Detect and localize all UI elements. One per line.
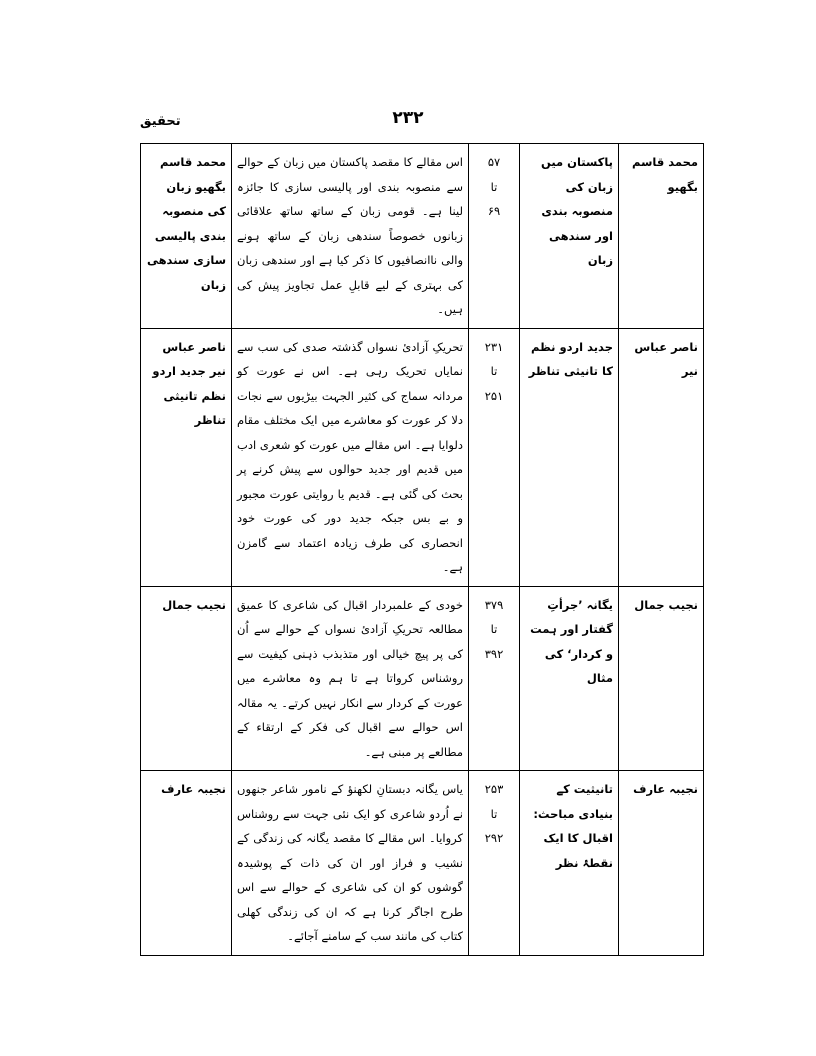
table-row [141,771,704,956]
title-cell: تانیثیت کے بنیادی مباحث: اقبال کا ایک نقطۂ نظر [520,771,619,956]
page-header [140,108,676,134]
page-start: ۲۳۱ [484,339,504,354]
title-cell: جدید اردو نظم کا تانیثی تناظر [520,328,619,586]
page-start: ۲۵۳ [484,782,504,796]
title-cell: پاکستان میں زبان کی منصوبہ بندی اور سندھی زبان [520,144,619,329]
page-to: تا [490,364,498,378]
article-index-table [140,143,704,956]
running-title: تحقیق [140,114,181,129]
author-cell: نجیبہ عارف [619,771,704,956]
page-end: ۶۹ [487,204,501,218]
keywords-cell: ناصر عباس نیر جدید اردو نظم تانیثی تناظر [141,328,232,586]
summary-cell: تحریکِ آزادیٔ نسواں گذشتہ صدی کی سب سے نمایاں تحریک رہی ہے۔ اس نے عورت کو مردانہ سماج کی کثیر الجہت بیڑیوں سے نجات دلا کر عورت کو معاشرے میں ایک مختلف مقام دلوایا ہے۔ اس مقالے میں عورت کو شعری ادب میں قدیم اور جدید حوالوں سے پیش کرنے پر بحث کی گئی ہے۔ قدیم یا روایتی عورت مجبور و بے بس جبکہ جدید دور کی عورت خود انحصاری کی طرف زیادہ اعتماد سے گامزن ہے۔ [232,328,469,586]
summary-cell: اس مقالے کا مقصد پاکستان میں زبان کے حوالے سے منصوبہ بندی اور پالیسی سازی کا جائزہ لینا ہے۔ قومی زبان کے ساتھ ساتھ علاقائی زبانوں خصوصاً سندھی زبان کے ساتھ ہونے والی ناانصافیوں کا ذکر کیا ہے اور سندھی زبان کی بہتری کے لیے قابلِ عمل تجاویز پیش کی ہیں۔ [232,144,469,329]
table-row [141,144,704,329]
summary-cell: خودی کے علمبردار اقبال کی شاعری کا عمیق مطالعہ تحریکِ آزادیٔ نسواں کے حوالے سے اُن کی پر پیچ خیالی اور متذبذب ذہنی کیفیت سے روشناس کرواتا ہے تا ہم وہ معاشرے میں عورت کے کردار سے انکار نہیں کرتے۔ یہ مقالہ اس حوالے سے اقبال کی فکر کے ارتقاء کے مطالعے پر مبنی ہے۔ [232,586,469,771]
author-cell: ناصر عباس نیر [619,328,704,586]
page-number: ۲۳۲ [392,108,424,128]
page-end: ۳۹۲ [484,646,504,661]
author-cell: نجیب جمال [619,586,704,771]
table-row [141,586,704,771]
table-row [141,328,704,586]
page-to: تا [490,622,498,636]
pages-cell [469,771,520,956]
keywords-cell: محمد قاسم بگھیو زبان کی منصوبہ بندی پالیسی سازی سندھی زبان [141,144,232,329]
page-to: تا [490,179,498,194]
pages-cell [469,144,520,329]
page-end: ۲۵۱ [484,388,504,403]
keywords-cell: نجیبہ عارف [141,771,232,956]
page-end: ۲۹۲ [484,831,504,845]
summary-cell: یاس یگانہ دبستانِ لکھنؤ کے نامور شاعر جنھوں نے اُردو شاعری کو ایک نئی جہت سے روشناس کروایا۔ اس مقالے کا مقصد یگانہ کی زندگی کے نشیب و فراز اور ان کی ذات کے پوشیدہ گوشوں کو ان کی شاعری کے حوالے سے اس طرح اجاگر کرنا ہے کہ ان کی زندگی کھلی کتاب کی مانند سب کے سامنے آجائے۔ [232,771,469,956]
pages-cell [469,586,520,771]
page-start: ۵۷ [487,155,501,169]
pages-cell [469,328,520,586]
page-to: تا [490,806,498,821]
page-start: ۳۷۹ [484,597,504,612]
author-cell: محمد قاسم بگھیو [619,144,704,329]
title-cell: یگانہ ’جرأتِ گفتار اور ہمت و کردار‘ کی مثال [520,586,619,771]
keywords-cell: نجیب جمال [141,586,232,771]
